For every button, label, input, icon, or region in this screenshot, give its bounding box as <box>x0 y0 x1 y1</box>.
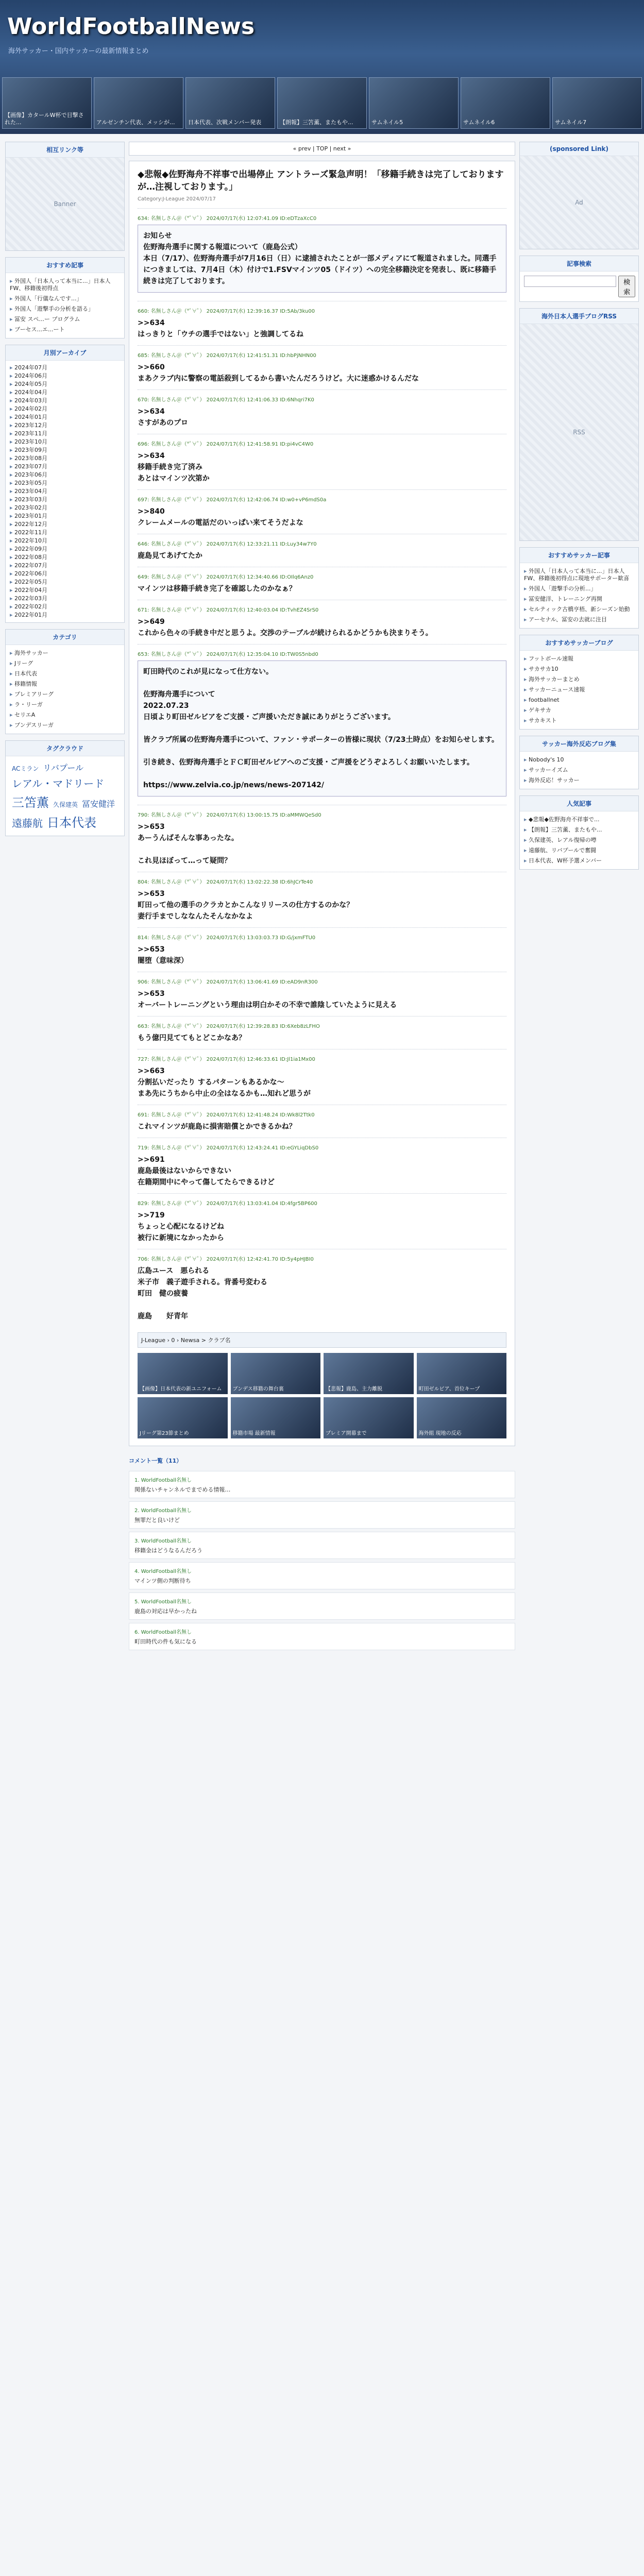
post-body: もう億円見ててもとどこかなあ？ <box>138 1034 246 1042</box>
blog-link[interactable]: ▸ 海外サッカーまとめ <box>524 674 634 685</box>
tag-link[interactable]: 遠藤航 <box>12 817 43 829</box>
sidebar-link[interactable]: ▸ 外国人「行儀なんです...」 <box>10 294 120 304</box>
tag-link[interactable]: 久保建英 <box>53 801 78 808</box>
post-header: 727: 名無しさん＠（*ﾟ∀ﾟ） 2024/07/17(水) 12:46:33.61 ID:Jl1ia1Mx00 <box>138 1057 315 1062</box>
archive-link[interactable]: ▸ 2023年10月 <box>10 438 120 446</box>
blog-link[interactable]: ▸ フットボール速報 <box>524 654 634 664</box>
tag-link[interactable]: リバプール <box>43 763 84 773</box>
header-photo[interactable]: 日本代表、次戦メンバー発表 <box>185 77 275 129</box>
site-subtitle: 海外サッカー・国内サッカーの最新情報まとめ <box>8 47 149 55</box>
thread-post <box>138 1138 506 1193</box>
thread-post <box>138 644 506 805</box>
thread-post <box>138 301 506 345</box>
reco-link[interactable]: ▸ 外国人「日本人って本当に...」日本人FW、移籍後初得点に現地サポーター歓喜 <box>524 566 634 584</box>
blog-link[interactable]: ▸ サッカーニュース速報 <box>524 685 634 695</box>
post-body: >>691 鹿島最後はないからできない 在籍期間中にやって傷してたらできるけど <box>138 1156 275 1187</box>
post-header: 706: 名無しさん＠（*ﾟ∀ﾟ） 2024/07/17(水) 12:42:41.70 ID:5y4pHJBI0 <box>138 1257 314 1262</box>
tag-heading: タグクラウド <box>6 741 124 756</box>
header-photo[interactable]: 【朗報】三笘薫、またもや... <box>277 77 367 129</box>
comment <box>129 1592 515 1620</box>
related-thumb[interactable]: 移籍市場 最新情報 <box>231 1397 321 1438</box>
comment <box>129 1562 515 1589</box>
related-thumb[interactable]: ブンデス移籍の舞台裏 <box>231 1353 321 1394</box>
post-header: 663: 名無しさん＠（*ﾟ∀ﾟ） 2024/07/17(水) 12:39:28.83 ID:6Xeb8zLFHO <box>138 1024 320 1029</box>
comment-body: 鹿島の対応は早かったね <box>134 1608 197 1615</box>
post-header: 685: 名無しさん＠（*ﾟ∀ﾟ） 2024/07/17(水) 12:41:51.31 ID:hbPjNHN00 <box>138 353 316 359</box>
related-thumb[interactable]: 海外組 現地の反応 <box>417 1397 507 1438</box>
post-body: >>634 さすがあのプロ <box>138 408 188 427</box>
thread-post <box>138 345 506 389</box>
archive-link[interactable]: ▸ 2023年03月 <box>10 496 120 504</box>
header-photo[interactable]: 【画像】カタールW杯で目撃された... <box>2 77 92 129</box>
post-body: >>649 これから色々の手続き中だと思うよ。交渉のテーブルが続けられるかどうかも決まりそう。 <box>138 618 433 637</box>
post-header: 660: 名無しさん＠（*ﾟ∀ﾟ） 2024/07/17(水) 12:39:16.37 ID:5Ab/3ku00 <box>138 309 315 314</box>
category-link[interactable]: ▸ ブンデスリーガ <box>10 720 120 731</box>
category-breadcrumb[interactable]: J-League › 0 › Newsa > クラブ名 <box>138 1332 506 1348</box>
ranking-link[interactable]: ▸ Nobody's 10 <box>524 755 634 765</box>
search-input[interactable] <box>524 276 616 287</box>
archive-link[interactable]: ▸ 2023年07月 <box>10 463 120 471</box>
thread-post <box>138 1249 506 1327</box>
post-header: 829: 名無しさん＠（*ﾟ∀ﾟ） 2024/07/17(水) 13:03:41.04 ID:4fgr5BP600 <box>138 1201 317 1207</box>
reco-link[interactable]: ▸ セルティック古橋亨梧、新シーズン始動 <box>524 604 634 615</box>
post-body: これマインツが鹿島に損害賠償とかできるかね？ <box>138 1123 296 1131</box>
category-link[interactable]: ▸ ラ・リーガ <box>10 700 120 710</box>
archive-heading: 月別アーカイブ <box>6 345 124 361</box>
archive-link[interactable]: ▸ 2022年10月 <box>10 537 120 545</box>
archive-link[interactable]: ▸ 2022年05月 <box>10 578 120 586</box>
main-content <box>129 142 515 1653</box>
thread-post <box>138 208 506 301</box>
links-box <box>5 142 125 251</box>
post-header: 670: 名無しさん＠（*ﾟ∀ﾟ） 2024/07/17(水) 12:41:06.33 ID:6Nhqri7K0 <box>138 397 314 403</box>
category-link[interactable]: ▸ セリエA <box>10 710 120 720</box>
article <box>129 161 515 1446</box>
archive-link[interactable]: ▸ 2022年08月 <box>10 553 120 562</box>
post-body: >>634 移籍手続き完了済み あとはマインツ次第か <box>138 452 210 483</box>
blog-link[interactable]: ▸ サカサカ10 <box>524 664 634 674</box>
popular-link[interactable]: ▸ 日本代表、W杯予選メンバー <box>524 856 634 866</box>
blog-link[interactable]: ▸ footballnet <box>524 695 634 705</box>
comment-body: 関係ないチャンネルでまでめる情報… <box>134 1486 231 1493</box>
thread-post <box>138 805 506 872</box>
archive-link[interactable]: ▸ 2024年02月 <box>10 405 120 413</box>
site-header <box>0 0 644 134</box>
pager-nav[interactable]: « prev | TOP | next » <box>129 142 515 156</box>
header-photo-strip <box>0 77 644 134</box>
category-link[interactable]: ▸ 日本代表 <box>10 669 120 679</box>
sidebar-link[interactable]: ▸ 外国人「遊撃手の分析を語る」 <box>10 304 120 314</box>
ranking-link[interactable]: ▸ サッカーイズム <box>524 765 634 775</box>
archive-link[interactable]: ▸ 2023年06月 <box>10 471 120 479</box>
tag-link[interactable]: 三笘薫 <box>12 795 49 810</box>
post-body: >>663 分割払いだったり するパターンもあるかな〜 まあ先にうちから中止の全はなるかも…知れど思うが <box>138 1067 311 1098</box>
thread-post <box>138 872 506 927</box>
archive-link[interactable]: ▸ 2024年06月 <box>10 372 120 380</box>
related-thumb[interactable]: 町田ゼルビア、首位キープ <box>417 1353 507 1394</box>
comment-body: マインツ側の判断待ち <box>134 1578 191 1584</box>
post-body: >>653 あーうんばそんな事あったな。 これ見ほぼって…って疑問？ <box>138 823 239 865</box>
category-link[interactable]: ▸ 海外サッカー <box>10 648 120 658</box>
comment-body: 町田時代の件も気になる <box>134 1638 197 1645</box>
blog-heading: おすすめサッカーブログ <box>520 635 638 651</box>
post-header: 814: 名無しさん＠（*ﾟ∀ﾟ） 2024/07/17(水) 13:03:03.73 ID:G/jxmFTU0 <box>138 935 316 941</box>
related-thumb[interactable]: Jリーグ第23節まとめ <box>138 1397 228 1438</box>
comment-header: 1. WorldFootball名無し <box>134 1478 192 1483</box>
thread-post <box>138 927 506 972</box>
archive-link[interactable]: ▸ 2022年04月 <box>10 586 120 595</box>
sponsored-box <box>519 142 639 249</box>
comment-body: 無罪だと良いけど <box>134 1517 180 1523</box>
post-body: >>653 オーバートレーニングという理由は明白かその不幸で誰陰していたように見える <box>138 990 397 1009</box>
reco-link[interactable]: ▸ 冨安健洋、トレーニング再開 <box>524 594 634 604</box>
thread-post <box>138 1105 506 1138</box>
archive-link[interactable]: ▸ 2024年03月 <box>10 397 120 405</box>
post-header: 804: 名無しさん＠（*ﾟ∀ﾟ） 2024/07/17(水) 13:02:22.38 ID:6hJCrTe40 <box>138 879 313 885</box>
post-body: >>634 はっきりと「ウチの選手ではない」と強調してるね <box>138 319 303 338</box>
blog-box <box>519 635 639 730</box>
category-box <box>5 629 125 734</box>
archive-link[interactable]: ▸ 2022年01月 <box>10 611 120 619</box>
archive-link[interactable]: ▸ 2024年05月 <box>10 380 120 388</box>
thread-post <box>138 567 506 600</box>
post-body: >>719 ちょっと心配になるけどね 被行に新境になかったから <box>138 1211 224 1242</box>
thread-post <box>138 600 506 644</box>
ranking-link[interactable]: ▸ 海外反応！サッカー <box>524 775 634 786</box>
header-photo[interactable]: サムネイル6 <box>461 77 550 129</box>
recommend-box <box>5 257 125 338</box>
comment-body: 移籍金はどうなるんだろう <box>134 1547 202 1554</box>
recommend-heading: おすすめ記事 <box>6 258 124 273</box>
thread-post <box>138 972 506 1016</box>
site-title[interactable]: WorldFootballNews <box>7 13 255 40</box>
post-header: 697: 名無しさん＠（*ﾟ∀ﾟ） 2024/07/17(水) 12:42:06.74 ID:w0+vP6mdS0a <box>138 497 327 503</box>
archive-link[interactable]: ▸ 2022年07月 <box>10 562 120 570</box>
archive-link[interactable]: ▸ 2023年05月 <box>10 479 120 487</box>
post-body: 町田時代のこれが見になって仕方ない。 佐野海舟選手について 2022.07.23 日頃より町田ゼルビアをご支援・ご声援いただき誠にありがとうございます。 皆クラブ所属の佐野海舟選手について、ファン・サポーターの皆様に現状（7/23土時点）をお知らせします。 引き続き、佐野海舟選手とＦＣ町田ゼルビアへのご支援・ご声援をどうぞよろしくお願いいたします。 https://www.zelvia.co.jp/news/news-207142/ <box>138 660 506 796</box>
post-header: 649: 名無しさん＠（*ﾟ∀ﾟ） 2024/07/17(水) 12:34:40.66 ID:OIlq6Anz0 <box>138 574 314 580</box>
thread-post <box>138 534 506 567</box>
related-thumb[interactable]: 【画像】日本代表の新ユニフォーム <box>138 1353 228 1394</box>
comment <box>129 1501 515 1529</box>
search-box <box>519 256 639 302</box>
reco-link[interactable]: ▸ アーセナル、冨安の去就に注目 <box>524 615 634 625</box>
archive-link[interactable]: ▸ 2022年12月 <box>10 520 120 529</box>
rss-box <box>519 308 639 541</box>
search-button[interactable]: 検索 <box>618 276 635 297</box>
tag-link[interactable]: ACミラン <box>12 765 39 772</box>
post-header: 719: 名無しさん＠（*ﾟ∀ﾟ） 2024/07/17(水) 12:43:24.41 ID:eGYLiqDbS0 <box>138 1145 319 1151</box>
links-heading: 相互リンク等 <box>6 142 124 158</box>
post-header: 790: 名無しさん＠（*ﾟ∀ﾟ） 2024/07/17(水) 13:00:15.75 ID:aMMWQeSd0 <box>138 812 321 818</box>
post-body: >>653 町田って他の選手のクラカとかこんなリリースの仕方するのかな？ 妻行手までしななんたそんなかなよ <box>138 890 354 921</box>
post-body: >>660 まあクラブ内に警察の電話殺到してるから書いたんだろうけど。大に迷惑かけるんだな <box>138 363 419 383</box>
comment-header: 6. WorldFootball名無し <box>134 1630 192 1635</box>
left-sidebar <box>5 142 125 842</box>
reco-box <box>519 547 639 629</box>
category-link[interactable]: ▸ プレミアリーグ <box>10 689 120 700</box>
post-header: 634: 名無しさん＠（*ﾟ∀ﾟ） 2024/07/17(水) 12:07:41.09 ID:eDTzaXcC0 <box>138 216 317 222</box>
post-header: 906: 名無しさん＠（*ﾟ∀ﾟ） 2024/07/17(水) 13:06:41.69 ID:eAD9nR300 <box>138 979 318 985</box>
thread-post <box>138 1016 506 1049</box>
right-sidebar <box>519 142 639 876</box>
post-body: お知らせ 佐野海舟選手に関する報道について（鹿島公式） 本日（7/17）、佐野海舟選手が7月16日（日）に逮捕されたことが一部メディアにて報道されました。同選手につきましては、7月4日（木）付けで1.FSVマインツ05（ドイツ）への完全移籍決定を発表し、既に移籍手続きは完了しております。 <box>138 225 506 293</box>
archive-link[interactable]: ▸ 2022年03月 <box>10 595 120 603</box>
sidebar-banner[interactable]: Banner <box>6 158 124 250</box>
archive-link[interactable]: ▸ 2023年11月 <box>10 430 120 438</box>
comments-section <box>129 1453 515 1650</box>
archive-link[interactable]: ▸ 2023年01月 <box>10 512 120 520</box>
comment <box>129 1532 515 1559</box>
post-header: 691: 名無しさん＠（*ﾟ∀ﾟ） 2024/07/17(水) 12:41:48.24 ID:Wk8l2Ttk0 <box>138 1112 315 1118</box>
post-body: >>653 闇堕（意味深） <box>138 945 188 965</box>
post-header: 653: 名無しさん＠（*ﾟ∀ﾟ） 2024/07/17(水) 12:35:04.10 ID:TW0S5nbd0 <box>138 652 318 657</box>
sidebar-link[interactable]: ▸ 外国人「日本人って本当に...」日本人FW、移籍後初得点 <box>10 276 120 294</box>
popular-heading: 人気記事 <box>520 796 638 811</box>
comments-heading: コメント一覧（11） <box>129 1458 182 1464</box>
post-body: マインツは移籍手続き完了を確認したのかなぁ？ <box>138 585 296 593</box>
archive-box <box>5 345 125 623</box>
header-photo[interactable]: サムネイル7 <box>552 77 642 129</box>
comment <box>129 1471 515 1498</box>
category-link[interactable]: ▸ Jリーグ <box>10 658 120 669</box>
thread-post <box>138 389 506 434</box>
archive-link[interactable]: ▸ 2023年04月 <box>10 487 120 496</box>
rss-heading: 海外日本人選手ブログRSS <box>520 309 638 324</box>
comment-header: 3. WorldFootball名無し <box>134 1538 192 1544</box>
related-thumb[interactable]: プレミア開幕まで <box>324 1397 414 1438</box>
popular-link[interactable]: ▸ 【朗報】三笘薫、またもや... <box>524 825 634 835</box>
post-body: >>840 クレームメールの電話だのいっぱい来てそうだよな <box>138 507 303 527</box>
sidebar-link[interactable]: ▸ ブーセス...エ...ート <box>10 325 120 335</box>
post-body: 鹿島見てあげてたか <box>138 552 202 560</box>
article-meta: Category:J-League 2024/07/17 <box>138 196 216 202</box>
comment-header: 2. WorldFootball名無し <box>134 1508 192 1514</box>
thread-post <box>138 434 506 489</box>
comment <box>129 1623 515 1650</box>
blog-link[interactable]: ▸ ゲキサカ <box>524 705 634 716</box>
reco-link[interactable]: ▸ 外国人「遊撃手の分析...」 <box>524 584 634 594</box>
sponsored-ad[interactable]: Ad <box>520 156 638 249</box>
category-link[interactable]: ▸ 移籍情報 <box>10 679 120 689</box>
archive-link[interactable]: ▸ 2022年11月 <box>10 529 120 537</box>
post-header: 646: 名無しさん＠（*ﾟ∀ﾟ） 2024/07/17(水) 12:33:21.11 ID:Luy34w7Y0 <box>138 541 317 547</box>
archive-link[interactable]: ▸ 2023年08月 <box>10 454 120 463</box>
post-header: 671: 名無しさん＠（*ﾟ∀ﾟ） 2024/07/17(水) 12:40:03.04 ID:TvhEZ4SrS0 <box>138 607 319 613</box>
tag-link[interactable]: 冨安健洋 <box>82 799 115 809</box>
archive-link[interactable]: ▸ 2023年12月 <box>10 421 120 430</box>
header-photo[interactable]: アルゼンチン代表、メッシが... <box>94 77 183 129</box>
tag-link[interactable]: レアル・マドリード <box>12 777 105 790</box>
rss-feed[interactable]: RSS <box>520 324 638 540</box>
tag-link[interactable]: 日本代表 <box>47 816 96 830</box>
archive-link[interactable]: ▸ 2024年07月 <box>10 364 120 372</box>
popular-box <box>519 795 639 870</box>
post-body: 広島ユース 悪られる 米子市 義子遊手される。背番号変わる 町田 健の疲養 鹿島 好青年 <box>138 1267 267 1320</box>
thread-post <box>138 1049 506 1105</box>
article-title: ◆悲報◆佐野海舟不祥事で出場停止 アントラーズ緊急声明！「移籍手続きは完了しておりますが…注視しております。」 <box>138 170 504 192</box>
related-thumb[interactable]: 【悲報】鹿島、主力離脱 <box>324 1353 414 1394</box>
comment-header: 5. WorldFootball名無し <box>134 1599 192 1605</box>
archive-link[interactable]: ▸ 2022年06月 <box>10 570 120 578</box>
popular-link[interactable]: ▸ 遠藤航、リバプールで奮闘 <box>524 845 634 856</box>
header-photo[interactable]: サムネイル5 <box>369 77 459 129</box>
popular-link[interactable]: ▸ ◆悲報◆佐野海舟不祥事で... <box>524 815 634 825</box>
blog-link[interactable]: ▸ サカキスト <box>524 716 634 726</box>
archive-link[interactable]: ▸ 2024年04月 <box>10 388 120 397</box>
ranking-heading: サッカー海外反応ブログ集 <box>520 736 638 752</box>
post-header: 696: 名無しさん＠（*ﾟ∀ﾟ） 2024/07/17(水) 12:41:58.91 ID:pi4vC4W0 <box>138 442 314 447</box>
category-heading: カテゴリ <box>6 630 124 645</box>
ranking-box <box>519 736 639 789</box>
thread-post <box>138 489 506 534</box>
reco-heading: おすすめサッカー記事 <box>520 548 638 563</box>
archive-link[interactable]: ▸ 2022年09月 <box>10 545 120 553</box>
thread-post <box>138 1193 506 1249</box>
popular-link[interactable]: ▸ 久保建英、レアル復帰の噂 <box>524 835 634 845</box>
tag-box <box>5 740 125 836</box>
archive-link[interactable]: ▸ 2024年01月 <box>10 413 120 421</box>
archive-link[interactable]: ▸ 2023年02月 <box>10 504 120 512</box>
comment-header: 4. WorldFootball名無し <box>134 1569 192 1574</box>
archive-link[interactable]: ▸ 2023年09月 <box>10 446 120 454</box>
sidebar-link[interactable]: ▸ 冨安 スペ...ー プログラム <box>10 314 120 325</box>
archive-link[interactable]: ▸ 2022年02月 <box>10 603 120 611</box>
sponsored-heading: (sponsored Link) <box>520 142 638 156</box>
search-heading: 記事検索 <box>520 256 638 272</box>
